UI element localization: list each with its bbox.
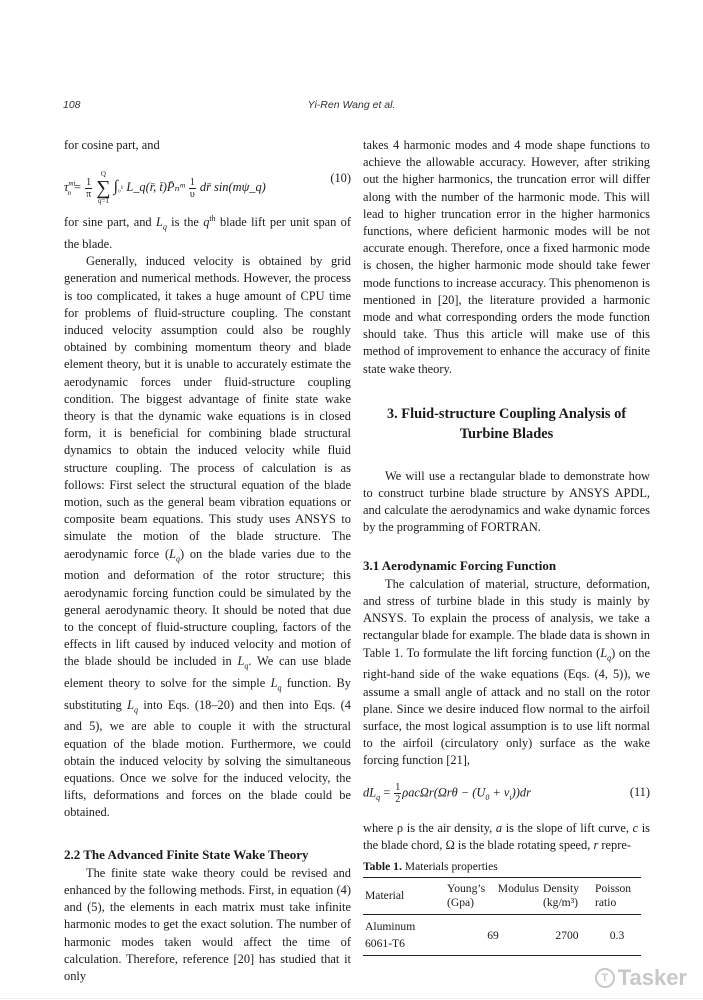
cell-poisson: 0.3 [609, 928, 625, 942]
paragraph-continued: takes 4 harmonic modes and 4 mode shape functions to achieve the allowable accuracy. However, after striking out the higher harmonics, the truncation error will differ along with the number of the harmonic mode. This will lead to higher truncation error in the higher harmonics functions, where deficient harmonic modes will be not accurate enough. Therefore, once a fixed harmonic mode is chosen, the higher harmonic mode should take fewer mode functions to increase accuracy. This phenomenon is mentioned in [20], the literature provided a harmonic mode and what corresponding orders the mode function should take. Thus this article will make use of this method of improvement to enhance the accuracy of finite state wake theory. [363, 138, 650, 376]
equation-10-number: (10) [330, 171, 351, 186]
cell-density: 2700 [555, 928, 579, 942]
section-3-1-heading: 3.1 Aerodynamic Forcing Function [363, 557, 557, 573]
section-3-heading: 3. Fluid-structure Coupling Analysis of Turbine Blades [386, 405, 627, 442]
paragraph-forcing-function: The calculation of material, structure, deformation, and stress of turbine blade in this study is mainly by ANSYS. To explain the process of analysis, we take a rectangular blade for example. The blade data is shown in Table 1. To formulate the lift forcing function $(L_q)$ on the right-hand side of the wake equations (Eqs. (4, 5)), we assume a small angle of attack and no stall on the rotor plane. Since we desire induced flow normal to the airfoil surface, the most logical assumption is to use lift normal to the airfoil (circulatory only) surface as the wake forcing function [21], [363, 576, 650, 768]
bottom-divider [0, 998, 703, 999]
col-header-youngs-modulus: Young’s Modulus (Gpa) [445, 878, 541, 915]
col-header-density: Density (kg/m³) [541, 878, 593, 915]
table-caption: Table 1. Materials properties [363, 859, 498, 873]
section-2-2-heading: 2.2 The Advanced Finite State Wake Theory [64, 846, 309, 862]
left-column [64, 137, 351, 985]
tasker-logo-icon: T [595, 968, 615, 988]
table-header-row [363, 878, 641, 915]
paragraph-rectangular-blade: We will use a rectangular blade to demonstrate how to construct turbine blade structure by ANSYS APDL, and calculate the aerodynamics and wake dynamic forces by the programming of FORTRAN. [363, 468, 650, 535]
table-row [363, 915, 641, 955]
paragraph-variable-definitions: where ρ is the air density, a is the slope of lift curve, c is the blade chord, Ω is the blade rotating speed, r repre- [363, 820, 650, 852]
paragraph-induced-velocity: Generally, induced velocity is obtained by grid generation and numerical methods. However, the process is too complicated, it takes a huge amount of CPU time for problems of fluid-structure coupling. The constant induced velocity assumption could also be roughly obtained by combining momentum theory and blade element theory, but it is unable to accurately estimate the aerodynamic forces under fluid-structure coupling condition. The biggest advantage of finite state wake theory is that the dynamic wake equations is in closed form, it is beneficial for combining blade structural dynamics to obtain the induced velocity while fluid structure coupling. The process of calculation is as follows: First select the structural equation of the blade motion, such as the general beam vibration equations or composite beam equations. This study uses ANSYS to simulate the motion of the blade structure. The aerodynamic force $(L_q)$ on the blade varies due to the motion and deformation of the rotor structure; this aerodynamic forcing function could be simulated by the general aerodynamic theory. It should be noted that due to the concept of fluid-structure coupling, factors of the effects in lift caused by induced velocity and motion of the blade should be included in $L_q$. We can use blade element theory to solve for the simple $L_q$ function. By substituting $L_q$ into Eqs. (18–20) and then into Eqs. (4 and 5), we are able to couple it with the structural equation of the blade motion. Furthermore, we could obtain the induced velocity by solving the simultaneous equations. Once we solve for the induced velocity, the lifts, deformations and forces on the blade could be obtained. [64, 254, 351, 820]
running-title: Yi-Ren Wang et al. [307, 99, 396, 111]
paragraph-advanced-wake-theory: The finite state wake theory could be revised and enhanced by the following methods. First, in equation (4) and (5), the elements in each matrix must take infinite harmonic modes to get the exact solution. The number of harmonic modes taken would affect the time of calculation. Therefore, reference [20] has studied that it only [64, 865, 351, 983]
eq10-intro: for cosine part, and [64, 138, 160, 152]
equation-11-expression: $dL_q$ = $\frac{1}{2}$ $\rho ac\Omega r(\Omega r\theta - (U_0 + v_i))dr$ [363, 781, 531, 805]
equation-11 [363, 776, 650, 816]
cell-material: Aluminum 6061-T6 [365, 920, 416, 951]
right-column [363, 137, 650, 956]
watermark [595, 965, 687, 991]
materials-table [363, 877, 641, 955]
eq10-after-text: for sine part, and $L_q$ is the $q^{th}$ blade lift per unit span of the blade. [64, 214, 351, 251]
materials-table-block [363, 858, 650, 956]
page-header [0, 99, 703, 115]
col-header-material: Material [363, 878, 445, 915]
equation-10-expression: $\tau^{mi}_n$ = $\frac{1}{\pi}$ Q ∑ q=1 ∫₀¹ L_q(r̄, t̄)P̄ₙᵐ $\frac{1}{\upsilon}$ dr̄ sin(mψ_q) [64, 170, 266, 206]
watermark-text: Tasker [617, 965, 687, 990]
equation-10 [64, 160, 351, 206]
page-number: 108 [63, 99, 81, 111]
equation-11-number: (11) [629, 784, 650, 799]
cell-youngs-modulus: 69 [487, 928, 499, 942]
col-header-poisson: Poisson ratio [593, 878, 641, 915]
